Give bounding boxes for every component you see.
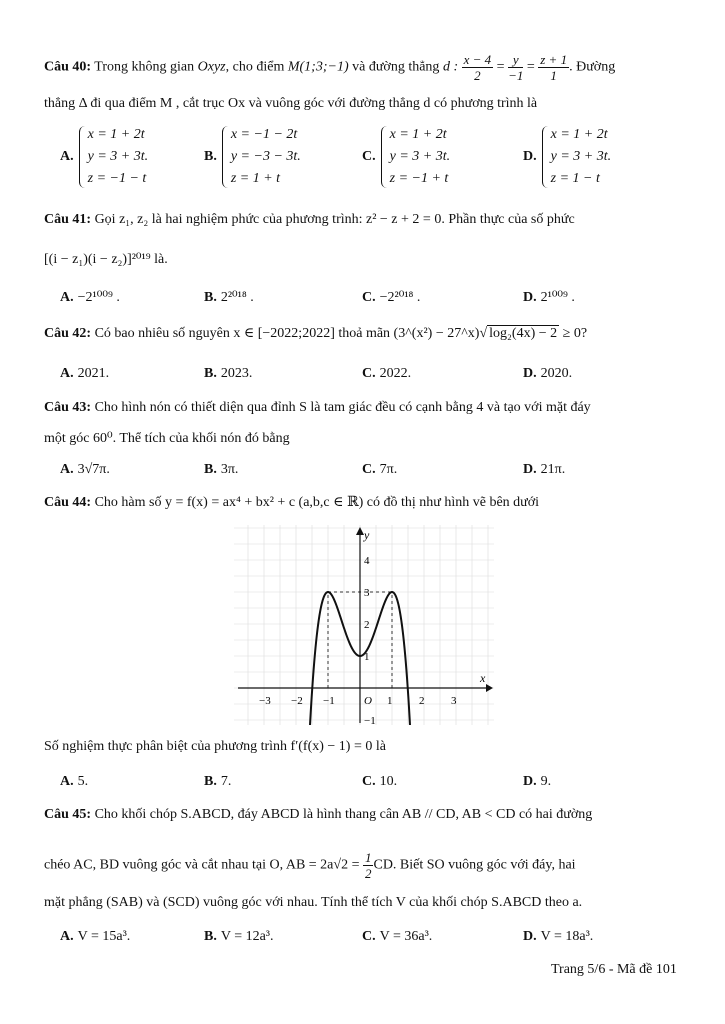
- q44-text1: Cho hàm số y = f(x) = ax⁴ + bx² + c (a,b,c ∈ ℝ) có đồ thị như hình vẽ bên dưới: [91, 495, 540, 510]
- q40-answer-d[interactable]: D. x = 1 + 2t y = 3 + 3t. z = 1 − t: [523, 124, 611, 190]
- q43-text1: Cho hình nón có thiết diện qua đỉnh S là tam giác đều có cạnh bằng 4 và tạo với mặt đáy: [91, 400, 591, 415]
- q45-answer-b[interactable]: B. V = 12a³.: [204, 929, 274, 944]
- x-axis-arrow: [486, 684, 493, 692]
- q42-answer-a[interactable]: A. 2021.: [60, 366, 110, 381]
- x-tick-label: −1: [323, 695, 335, 707]
- q41-answer-c[interactable]: C. −2²⁰¹⁸ .: [362, 290, 421, 305]
- q42-text1: Có bao nhiêu số nguyên x ∈ [−2022;2022] thoả mãn (3^(x²) − 27^x): [91, 326, 480, 341]
- q43-answer-b[interactable]: B. 3π.: [204, 462, 239, 477]
- q40-dline: d :: [442, 59, 459, 75]
- x-tick-label: 3: [451, 695, 457, 707]
- q40-text4: . Đường: [569, 59, 616, 75]
- q40-frac3: $\frac{z + 1}{1}$: [540, 52, 568, 83]
- page-footer: Trang 5/6 - Mã đề 101: [551, 962, 677, 977]
- q41-line2: [(i − z₁)(i − z₂)]²⁰¹⁹ là.: [44, 252, 168, 267]
- q42-line1: Câu 42: Có bao nhiêu số nguyên x ∈ [−2022;2022] thoả mãn (3^(x²) − 27^x)√ log₂(4x) − 2 ≥ 0?: [44, 326, 588, 341]
- q40-line2: thẳng Δ đi qua điểm M , cắt trục Ox và vuông góc với đường thẳng d có phương trình là: [44, 96, 538, 111]
- q44-line2: Số nghiệm thực phân biệt của phương trình f′(f(x) − 1) = 0 là: [44, 739, 386, 754]
- q44-answer-d[interactable]: D. 9.: [523, 774, 552, 789]
- q41-answer-a[interactable]: A. −2¹⁰⁰⁹ .: [60, 290, 120, 305]
- x-tick-label: −3: [259, 695, 271, 707]
- x-tick-label: O: [364, 695, 372, 707]
- q45-frac: $\frac{1}{2}$: [364, 850, 372, 881]
- q43-answer-a[interactable]: A. 3√7π.: [60, 462, 110, 477]
- q42-answer-b[interactable]: B. 2023.: [204, 366, 253, 381]
- q42-sqrt: log₂(4x) − 2: [489, 326, 558, 341]
- q45-answer-c[interactable]: C. V = 36a³.: [362, 929, 433, 944]
- q43-line1: [44, 398, 591, 418]
- y-axis-label: y: [364, 528, 370, 542]
- q44-answer-c[interactable]: C. 10.: [362, 774, 398, 789]
- q45-answer-d[interactable]: D. V = 18a³.: [523, 929, 594, 944]
- q44-line1: [44, 493, 539, 513]
- q40-text3: và đường thẳng: [348, 59, 443, 75]
- q45-answer-a[interactable]: A. V = 15a³.: [60, 929, 131, 944]
- q45-label: Câu 45:: [44, 807, 92, 822]
- y-tick-label: 4: [364, 555, 370, 567]
- q40-text2: , cho điểm: [225, 59, 288, 75]
- q41-text1: Gọi z₁, z₂ là hai nghiệm phức của phương trình: z² − z + 2 = 0. Phần thực của số phức: [91, 212, 575, 227]
- q44-answer-a[interactable]: A. 5.: [60, 774, 89, 789]
- y-tick-label: −1: [364, 715, 376, 725]
- q40-answer-c[interactable]: C. x = 1 + 2t y = 3 + 3t. z = −1 + t: [362, 124, 450, 190]
- q43-label: Câu 43:: [44, 400, 92, 415]
- function-graph: [234, 525, 494, 725]
- x-tick-label: 2: [419, 695, 425, 707]
- y-tick-label: 3: [364, 587, 370, 599]
- q43-line2: một góc 60⁰. Thể tích của khối nón đó bằng: [44, 431, 290, 446]
- q42-label: Câu 42:: [44, 326, 92, 341]
- q40-frac1: $\frac{x - 4}{2}$: [463, 52, 492, 83]
- x-tick-label: −2: [291, 695, 303, 707]
- q43-answer-c[interactable]: C. 7π.: [362, 462, 398, 477]
- q45-text1: Cho khối chóp S.ABCD, đáy ABCD là hình thang cân AB // CD, AB < CD có hai đường: [91, 807, 593, 822]
- q41-answer-b[interactable]: B. 2²⁰¹⁸ .: [204, 290, 254, 305]
- q40-oxyz: Oxyz: [197, 59, 226, 75]
- q40-text1: Trong không gian: [91, 59, 198, 75]
- q43-answer-d[interactable]: D. 21π.: [523, 462, 566, 477]
- x-axis-label: x: [480, 671, 486, 685]
- y-tick-label: 2: [364, 619, 370, 631]
- q42-answer-c[interactable]: C. 2022.: [362, 366, 412, 381]
- q40-line1: Câu 40: Trong không gian Oxyz, cho điểm M(1;3;−1) và đường thẳng d : $\frac{x - 4}{2}$ = $\frac{y}{-1}$ = $\frac{z + 1}{1}$ . Đường: [44, 52, 616, 83]
- q44-label: Câu 44:: [44, 495, 92, 510]
- q45-line1: [44, 805, 592, 825]
- q42-text2: ≥ 0?: [559, 326, 588, 341]
- q40-answer-a[interactable]: A. x = 1 + 2t y = 3 + 3t. z = −1 − t: [60, 124, 148, 190]
- q40-frac2: $\frac{y}{-1}$: [508, 52, 524, 83]
- q45-line3: mặt phẳng (SAB) và (SCD) vuông góc với nhau. Tính thể tích V của khối chóp S.ABCD theo a.: [44, 895, 583, 910]
- q41-answer-d[interactable]: D. 2¹⁰⁰⁹ .: [523, 290, 575, 305]
- y-tick-label: 1: [364, 651, 370, 663]
- q41-line1: [44, 210, 575, 230]
- q45-line2a: chéo AC, BD vuông góc và cắt nhau tại O, AB = 2a√2 =: [44, 857, 363, 873]
- q40-answer-b[interactable]: B. x = −1 − 2t y = −3 − 3t. z = 1 + t: [204, 124, 301, 190]
- q40-point: M(1;3;−1): [287, 59, 349, 75]
- q44-answer-b[interactable]: B. 7.: [204, 774, 232, 789]
- x-tick-label: 1: [387, 695, 393, 707]
- q45-line2b: CD. Biết SO vuông góc với đáy, hai: [373, 857, 576, 873]
- q40-label: Câu 40:: [44, 59, 92, 75]
- q41-label: Câu 41:: [44, 212, 92, 227]
- q45-line2: [44, 850, 576, 881]
- q42-answer-d[interactable]: D. 2020.: [523, 366, 573, 381]
